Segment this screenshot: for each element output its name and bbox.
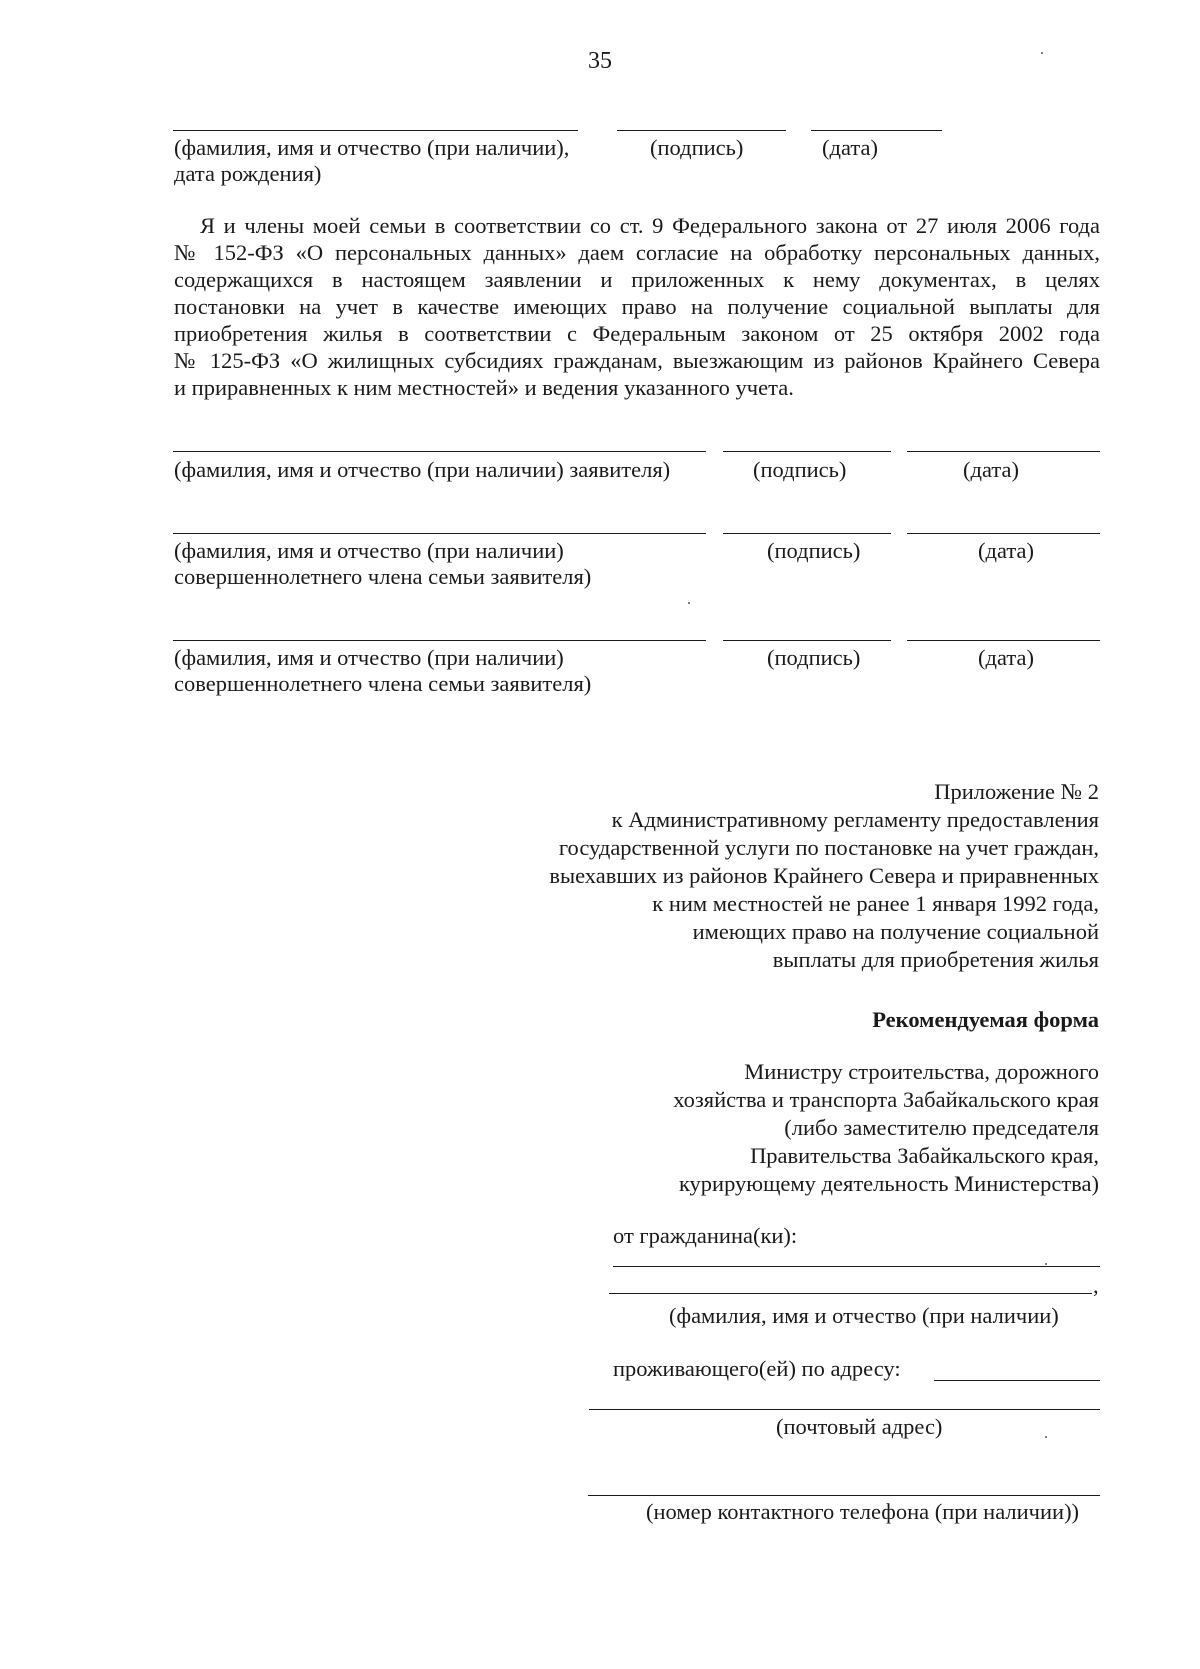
- consent-line-4: постановки на учет в качестве имеющих право на получение социальной выплаты для: [174, 294, 1100, 319]
- address-line-inline[interactable]: [934, 1380, 1100, 1381]
- addressee-line: Правительства Забайкальского края,: [750, 1143, 1099, 1168]
- appendix-line: выехавших из районов Крайнего Севера и приравненных: [549, 863, 1099, 888]
- from-comma: ,: [1093, 1273, 1099, 1298]
- member2-name-caption-continued: совершеннолетнего члена семьи заявителя): [174, 671, 592, 696]
- addressee-line: хозяйства и транспорта Забайкальского края: [673, 1087, 1099, 1112]
- appendix-title: Приложение № 2: [934, 779, 1099, 804]
- sign-caption: (подпись): [650, 135, 744, 160]
- signature-line-sign[interactable]: [617, 130, 786, 131]
- phone-caption: (номер контактного телефона (при наличии)): [646, 1499, 1080, 1524]
- member1-sign-caption: (подпись): [767, 538, 861, 563]
- appendix-line: государственной услуги по постановке на учет граждан,: [558, 835, 1099, 860]
- member2-name-line[interactable]: [173, 640, 706, 641]
- member1-name-caption: (фамилия, имя и отчество (при наличии): [174, 538, 564, 563]
- member2-name-caption: (фамилия, имя и отчество (при наличии): [174, 645, 564, 670]
- date-caption: (дата): [822, 135, 878, 160]
- address-label: проживающего(ей) по адресу:: [613, 1356, 901, 1381]
- appendix-line: к ним местностей не ранее 1 января 1992 года,: [652, 891, 1099, 916]
- applicant-name-line[interactable]: [173, 451, 706, 452]
- address-caption: (почтовый адрес): [776, 1414, 943, 1439]
- appendix-line: выплаты для приобретения жилья: [772, 947, 1099, 972]
- from-name-line-2[interactable]: [609, 1293, 1092, 1294]
- applicant-name-caption: (фамилия, имя и отчество (при наличии) заявителя): [174, 457, 671, 482]
- name-caption: (фамилия, имя и отчество (при наличии),: [174, 135, 570, 160]
- consent-line-6: № 125-ФЗ «О жилищных субсидиях гражданам, выезжающим из районов Крайнего Севера: [174, 348, 1100, 373]
- signature-line-date[interactable]: [811, 130, 942, 131]
- phone-line[interactable]: [588, 1495, 1100, 1496]
- member2-date-caption: (дата): [978, 645, 1034, 670]
- member2-sign-caption: (подпись): [767, 645, 861, 670]
- member1-sign-line[interactable]: [723, 533, 891, 534]
- form-label: Рекомендуемая форма: [872, 1007, 1099, 1032]
- consent-line-5: приобретения жилья в соответствии с Федеральным законом от 25 октября 2002 года: [174, 321, 1100, 346]
- appendix-line: имеющих право на получение социальной: [692, 919, 1099, 944]
- consent-line-3: содержащихся в настоящем заявлении и приложенных к нему документах, в целях: [174, 267, 1100, 292]
- page-number: 35: [588, 48, 612, 74]
- member2-sign-line[interactable]: [723, 640, 891, 641]
- addressee-block: [673, 1058, 1099, 1198]
- address-line-full[interactable]: [589, 1409, 1100, 1410]
- member1-name-line[interactable]: [173, 533, 706, 534]
- scan-speck: [1045, 1263, 1047, 1265]
- consent-line-1: Я и члены моей семьи в соответствии со ст. 9 Федерального закона от 27 июля 2006 года: [200, 213, 1100, 238]
- name-caption-continued: дата рождения): [174, 161, 322, 186]
- appendix-line: к Административному регламенту предоставления: [611, 807, 1099, 832]
- applicant-sign-line[interactable]: [723, 451, 891, 452]
- scan-speck: [688, 602, 690, 604]
- from-name-caption: (фамилия, имя и отчество (при наличии): [669, 1303, 1059, 1328]
- addressee-line: (либо заместителю председателя: [784, 1115, 1099, 1140]
- member2-date-line[interactable]: [907, 640, 1100, 641]
- member1-date-line[interactable]: [907, 533, 1100, 534]
- member1-name-caption-continued: совершеннолетнего члена семьи заявителя): [174, 564, 592, 589]
- from-label: от гражданина(ки):: [613, 1223, 798, 1248]
- appendix-header: [549, 778, 1099, 974]
- addressee-line: Министру строительства, дорожного: [744, 1059, 1099, 1084]
- addressee-line: курирующему деятельность Министерства): [678, 1171, 1099, 1196]
- scan-speck: [1041, 52, 1043, 54]
- signature-line-name[interactable]: [173, 130, 578, 131]
- applicant-date-caption: (дата): [963, 457, 1019, 482]
- consent-line-7: и приравненных к ним местностей» и ведения указанного учета.: [174, 375, 794, 400]
- scan-speck: [1045, 1436, 1047, 1438]
- consent-line-2: № 152-ФЗ «О персональных данных» даем согласие на обработку персональных данных,: [174, 240, 1100, 265]
- applicant-date-line[interactable]: [907, 451, 1100, 452]
- applicant-sign-caption: (подпись): [753, 457, 847, 482]
- from-name-line-1[interactable]: [613, 1266, 1100, 1267]
- member1-date-caption: (дата): [978, 538, 1034, 563]
